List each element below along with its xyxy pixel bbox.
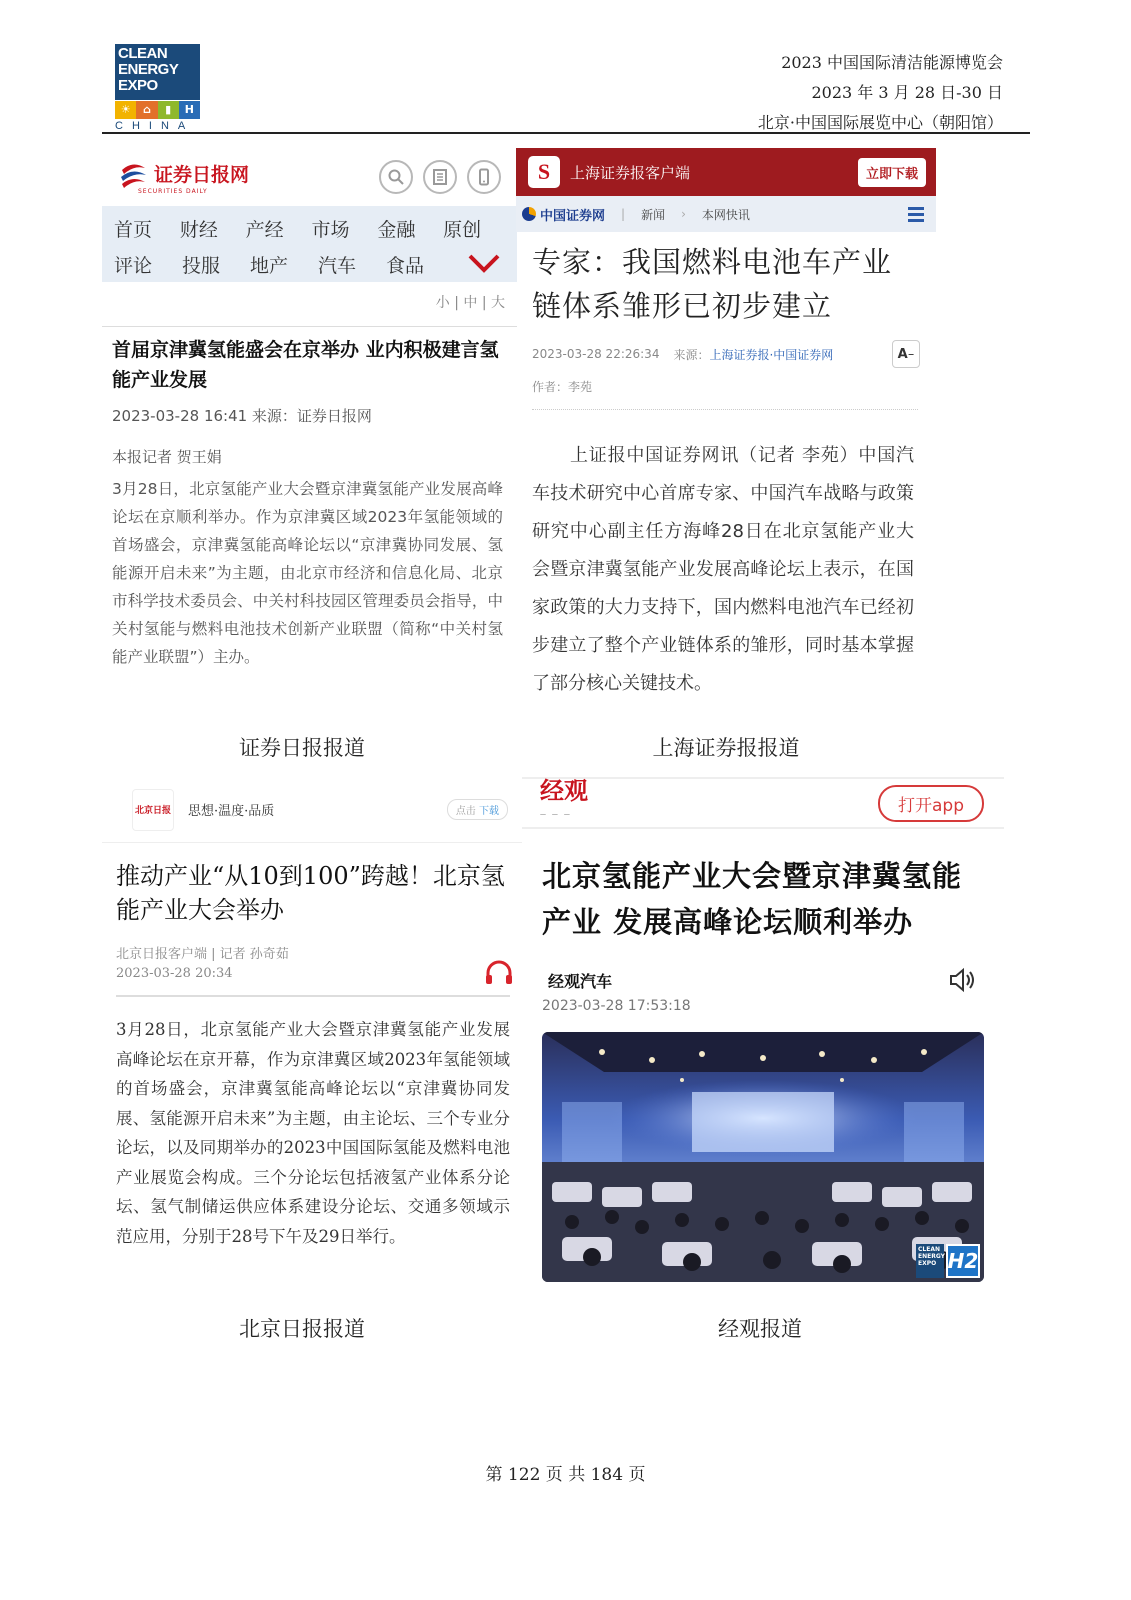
- expo-logo-box: [115, 44, 200, 100]
- chevron-down-icon[interactable]: [467, 252, 501, 274]
- p2-nav-bar: [516, 196, 936, 232]
- search-icon[interactable]: [379, 160, 413, 194]
- beijing-daily-screenshot: [102, 777, 522, 1251]
- nav-item[interactable]: 地产: [250, 254, 289, 277]
- mobile-icon[interactable]: [467, 160, 501, 194]
- p4-logo-text: 经观: [540, 776, 588, 805]
- p3-topbar: [102, 777, 522, 843]
- caption-economic-observer: 经观报道: [718, 1317, 802, 1341]
- p2-article-title: 专家：我国燃料电池车产业链体系雏形已初步建立: [532, 245, 893, 323]
- p3-site-logo[interactable]: 北京日报: [132, 789, 174, 831]
- p4-source-name: 经观汽车: [548, 972, 613, 991]
- globe-icon: [522, 207, 536, 221]
- p4-logo-sub: — — —: [540, 811, 572, 818]
- swirl-logo-icon: [118, 160, 148, 190]
- download-button[interactable]: [447, 799, 508, 820]
- p2-article-body: 上证报中国证券网讯（记者 李苑）中国汽车技术研究中心首席专家、中国汽车战略与政策研究中心副主任方海峰28日在北京氢能产业大会暨京津冀氢能产业发展高峰论坛上表示，在国家政策的大力支持下，国内燃料电池汽车已经初步建立了整个产业链体系的雏形，同时基本掌握了部分核心关键技术。: [532, 445, 914, 694]
- p1-topbar: [102, 148, 517, 206]
- nav-item[interactable]: 原创: [443, 218, 482, 241]
- nav-separator: ›: [681, 207, 686, 221]
- click-label: 点击: [455, 806, 476, 817]
- p2-site-logo[interactable]: [522, 205, 605, 224]
- sun-icon: ☀: [115, 101, 136, 119]
- p1-site-sub: SECURITIES DAILY: [138, 187, 208, 195]
- p2-app-name: 上海证券报客户端: [570, 163, 691, 182]
- expo-watermark: [916, 1244, 980, 1278]
- nav-item[interactable]: 评论: [114, 254, 153, 277]
- p1-site-logo[interactable]: [102, 160, 249, 195]
- p1-nav-bar: [102, 206, 517, 282]
- p2-app-bar: [516, 148, 936, 196]
- hydrogen-icon: H: [179, 101, 200, 119]
- menu-icon[interactable]: [908, 207, 924, 222]
- p1-divider: [102, 326, 517, 327]
- logo-line-2: ENERGY: [118, 61, 179, 78]
- nav-item[interactable]: 金融: [377, 218, 416, 241]
- watermark-logo-icon: CLEAN ENERGY EXPO: [916, 1244, 944, 1278]
- nav-item[interactable]: 投服: [182, 254, 221, 277]
- securities-daily-screenshot: [102, 148, 517, 671]
- nav-item[interactable]: 财经: [179, 218, 218, 241]
- expo-info: [758, 48, 1003, 138]
- download-button[interactable]: 立即下载: [858, 158, 926, 187]
- logo-line-3: EXPO: [118, 77, 158, 94]
- s-logo-icon: S: [528, 156, 560, 188]
- p3-article-title: 推动产业“从10到100”跨越！北京氢能产业大会举办: [116, 862, 505, 924]
- open-app-button[interactable]: 打开app: [878, 785, 984, 822]
- house-icon: ⌂: [136, 101, 157, 119]
- speaker-icon[interactable]: [948, 967, 978, 993]
- caption-securities-daily: 证券日报报道: [239, 736, 365, 760]
- p3-divider: [116, 995, 510, 997]
- nav-item[interactable]: 市场: [311, 218, 350, 241]
- nav-item[interactable]: 食品: [386, 254, 425, 277]
- nav-item[interactable]: 首页: [114, 218, 153, 241]
- logo-energy-strip: [115, 101, 200, 119]
- p1-article-title: 首届京津冀氢能盛会在京举办 业内积极建言氢能产业发展: [112, 339, 499, 391]
- p1-nav-row-2: [114, 246, 509, 282]
- download-label: 下载: [479, 806, 499, 817]
- watermark-h2: H2: [946, 1244, 980, 1278]
- p3-meta-date: 2023-03-28 20:34: [116, 966, 233, 981]
- p4-topbar: [522, 777, 1004, 829]
- p3-article-meta: [116, 945, 522, 983]
- p4-article-title: 北京氢能产业大会暨京津冀氢能产业 发展高峰论坛顺利举办: [542, 859, 963, 939]
- p2-divider: [532, 409, 918, 411]
- p3-article-body: 3月28日，北京氢能产业大会暨京津冀氢能产业发展高峰论坛在京开幕，作为京津冀区域2023年氢能领域的首场盛会，京津冀氢能高峰论坛以“京津冀协同发展、氢能源开启未来”为主题，由主论坛、三个专业分论坛，以及同期举办的2023中国国际氢能及燃料电池产业展览会构成。三个分论坛包括液氢产业体系分论坛、氢气制储运供应体系建设分论坛、交通多领域示范应用，分别于28号下午及29日举行。: [116, 1020, 510, 1246]
- caption-beijing-daily: 北京日报报道: [239, 1317, 365, 1341]
- font-size-label: A: [897, 346, 908, 362]
- newspaper-icon[interactable]: [423, 160, 457, 194]
- expo-venue: 北京·中国国际展览中心（朝阳馆）: [757, 113, 1003, 132]
- logo-china-text: CHINA: [115, 120, 195, 132]
- battery-icon: ▮: [158, 101, 179, 119]
- p2-source-link[interactable]: 上海证券报·中国证券网: [709, 347, 834, 362]
- p1-icon-group: [379, 160, 501, 194]
- expo-dates: 2023 年 3 月 28 日-30 日: [811, 83, 1003, 102]
- p1-site-name: 证券日报网: [154, 163, 250, 186]
- p4-source: [548, 969, 1004, 992]
- nav-separator: |: [621, 207, 626, 221]
- headphone-icon[interactable]: [484, 959, 514, 985]
- p2-source-label: 来源：: [673, 347, 710, 362]
- caption-shanghai-securities: 上海证券报报道: [652, 736, 800, 760]
- p2-date: 2023-03-28 22:26:34: [532, 347, 660, 361]
- header-rule: [102, 132, 1030, 134]
- nav-item[interactable]: 汽车: [318, 254, 357, 277]
- conference-photo: [542, 1032, 984, 1282]
- nav-item[interactable]: 产经: [245, 218, 284, 241]
- p4-date: 2023-03-28 17:53:18: [542, 998, 691, 1014]
- p3-slogan: 思想·温度·品质: [188, 804, 275, 819]
- p2-article-author: 作者：李苑: [532, 380, 593, 394]
- expo-logo: [115, 44, 200, 130]
- p3-meta-source: 北京日报客户端 | 记者 孙奇茹: [116, 947, 289, 962]
- p1-article-body: 3月28日，北京氢能产业大会暨京津冀氢能产业发展高峰论坛在京顺利举办。作为京津冀区域2023年氢能领域的首场盛会，京津冀氢能高峰论坛以“京津冀协同发展、氢能源开启未来”为主题，由北京市经济和信息化局、北京市科学技术委员会、中关村科技园区管理委员会指导，中关村氢能与燃料电池技术创新产业联盟（简称“中关村氢能产业联盟”）主办。: [112, 480, 503, 666]
- p2-site-name: 中国证券网: [540, 208, 606, 224]
- p1-article-meta: 2023-03-28 16:41 来源：证券日报网: [112, 407, 372, 425]
- p4-site-logo[interactable]: [540, 776, 588, 827]
- logo-line-1: CLEAN: [118, 45, 168, 62]
- font-size-switch[interactable]: 小 | 中 | 大: [435, 295, 505, 311]
- p1-nav-row-1: [114, 210, 509, 246]
- expo-title: 2023 中国国际清洁能源博览会: [781, 53, 1003, 72]
- page-number: 第 122 页 共 184 页: [485, 1465, 646, 1485]
- font-size-minus-icon: −: [907, 349, 915, 359]
- economic-observer-screenshot: [522, 777, 1004, 1282]
- shanghai-securities-screenshot: [516, 148, 936, 703]
- nav-item-flash[interactable]: 本网快讯: [701, 207, 750, 222]
- font-size-button[interactable]: [892, 340, 920, 368]
- nav-item-news[interactable]: 新闻: [641, 207, 666, 222]
- p2-article-meta: [532, 340, 920, 368]
- p1-article-author: 本报记者 贺王娟: [112, 448, 222, 466]
